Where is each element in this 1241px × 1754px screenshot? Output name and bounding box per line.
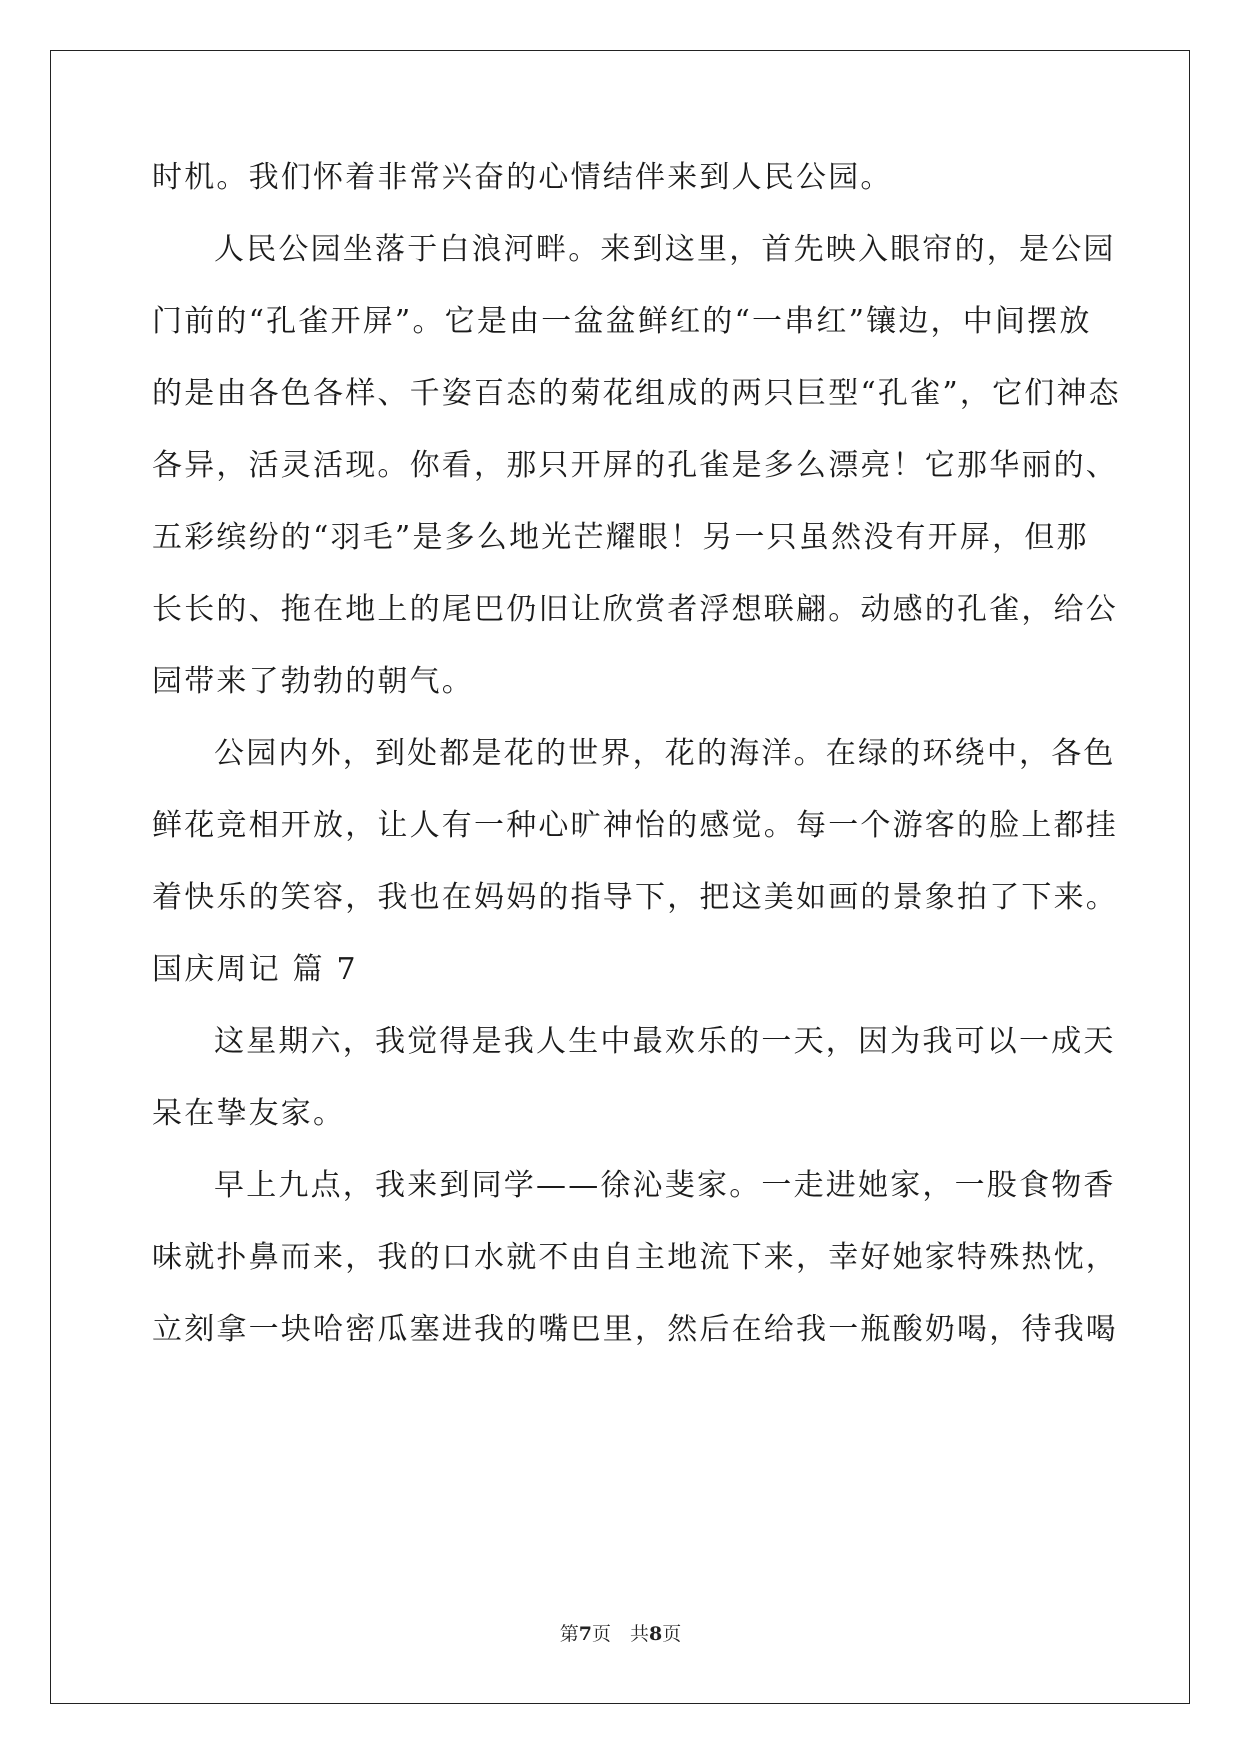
text-line: 味就扑鼻而来，我的口水就不由自主地流下来，幸好她家特殊热忱， xyxy=(152,1240,1118,1275)
paragraph-first-line: 公园内外，到处都是花的世界，花的海洋。在绿的环绕中，各色 xyxy=(214,736,1116,771)
text-line: 五彩缤纷的“羽毛”是多么地光芒耀眼！另一只虽然没有开屏，但那 xyxy=(152,520,1089,555)
footer-middle: 页 共 xyxy=(591,1623,649,1645)
text-line: 鲜花竞相开放，让人有一种心旷神怡的感觉。每一个游客的脸上都挂 xyxy=(152,808,1118,843)
current-page-number: 7 xyxy=(578,1623,592,1645)
text-line: 园带来了勃勃的朝气。 xyxy=(152,664,474,699)
text-line: 时机。我们怀着非常兴奋的心情结伴来到人民公园。 xyxy=(152,160,893,195)
page-footer xyxy=(0,1622,1241,1646)
text-line: 各异，活灵活现。你看，那只开屏的孔雀是多么漂亮！它那华丽的、 xyxy=(152,448,1118,483)
footer-prefix: 第 xyxy=(559,1623,579,1645)
text-line: 呆在挚友家。 xyxy=(152,1096,346,1131)
text-line: 门前的“孔雀开屏”。它是由一盆盆鲜红的“一串红”镶边，中间摆放 xyxy=(152,304,1092,339)
footer-suffix: 页 xyxy=(662,1623,682,1645)
text-line: 的是由各色各样、千姿百态的菊花组成的两只巨型“孔雀”，它们神态 xyxy=(152,376,1121,411)
text-line: 长长的、拖在地上的尾巴仍旧让欣赏者浮想联翩。动感的孔雀，给公 xyxy=(152,592,1118,627)
paragraph-first-line: 这星期六，我觉得是我人生中最欢乐的一天，因为我可以一成天 xyxy=(214,1024,1116,1059)
paragraph-first-line: 人民公园坐落于白浪河畔。来到这里，首先映入眼帘的，是公园 xyxy=(214,232,1116,267)
page-border xyxy=(50,50,1190,1704)
section-heading: 国庆周记 篇 7 xyxy=(152,952,358,987)
text-line: 立刻拿一块哈密瓜塞进我的嘴巴里，然后在给我一瓶酸奶喝，待我喝 xyxy=(152,1312,1118,1347)
paragraph-first-line: 早上九点，我来到同学——徐沁斐家。一走进她家，一股食物香 xyxy=(214,1168,1116,1203)
text-line: 着快乐的笑容，我也在妈妈的指导下，把这美如画的景象拍了下来。 xyxy=(152,880,1118,915)
total-page-number: 8 xyxy=(649,1623,663,1645)
